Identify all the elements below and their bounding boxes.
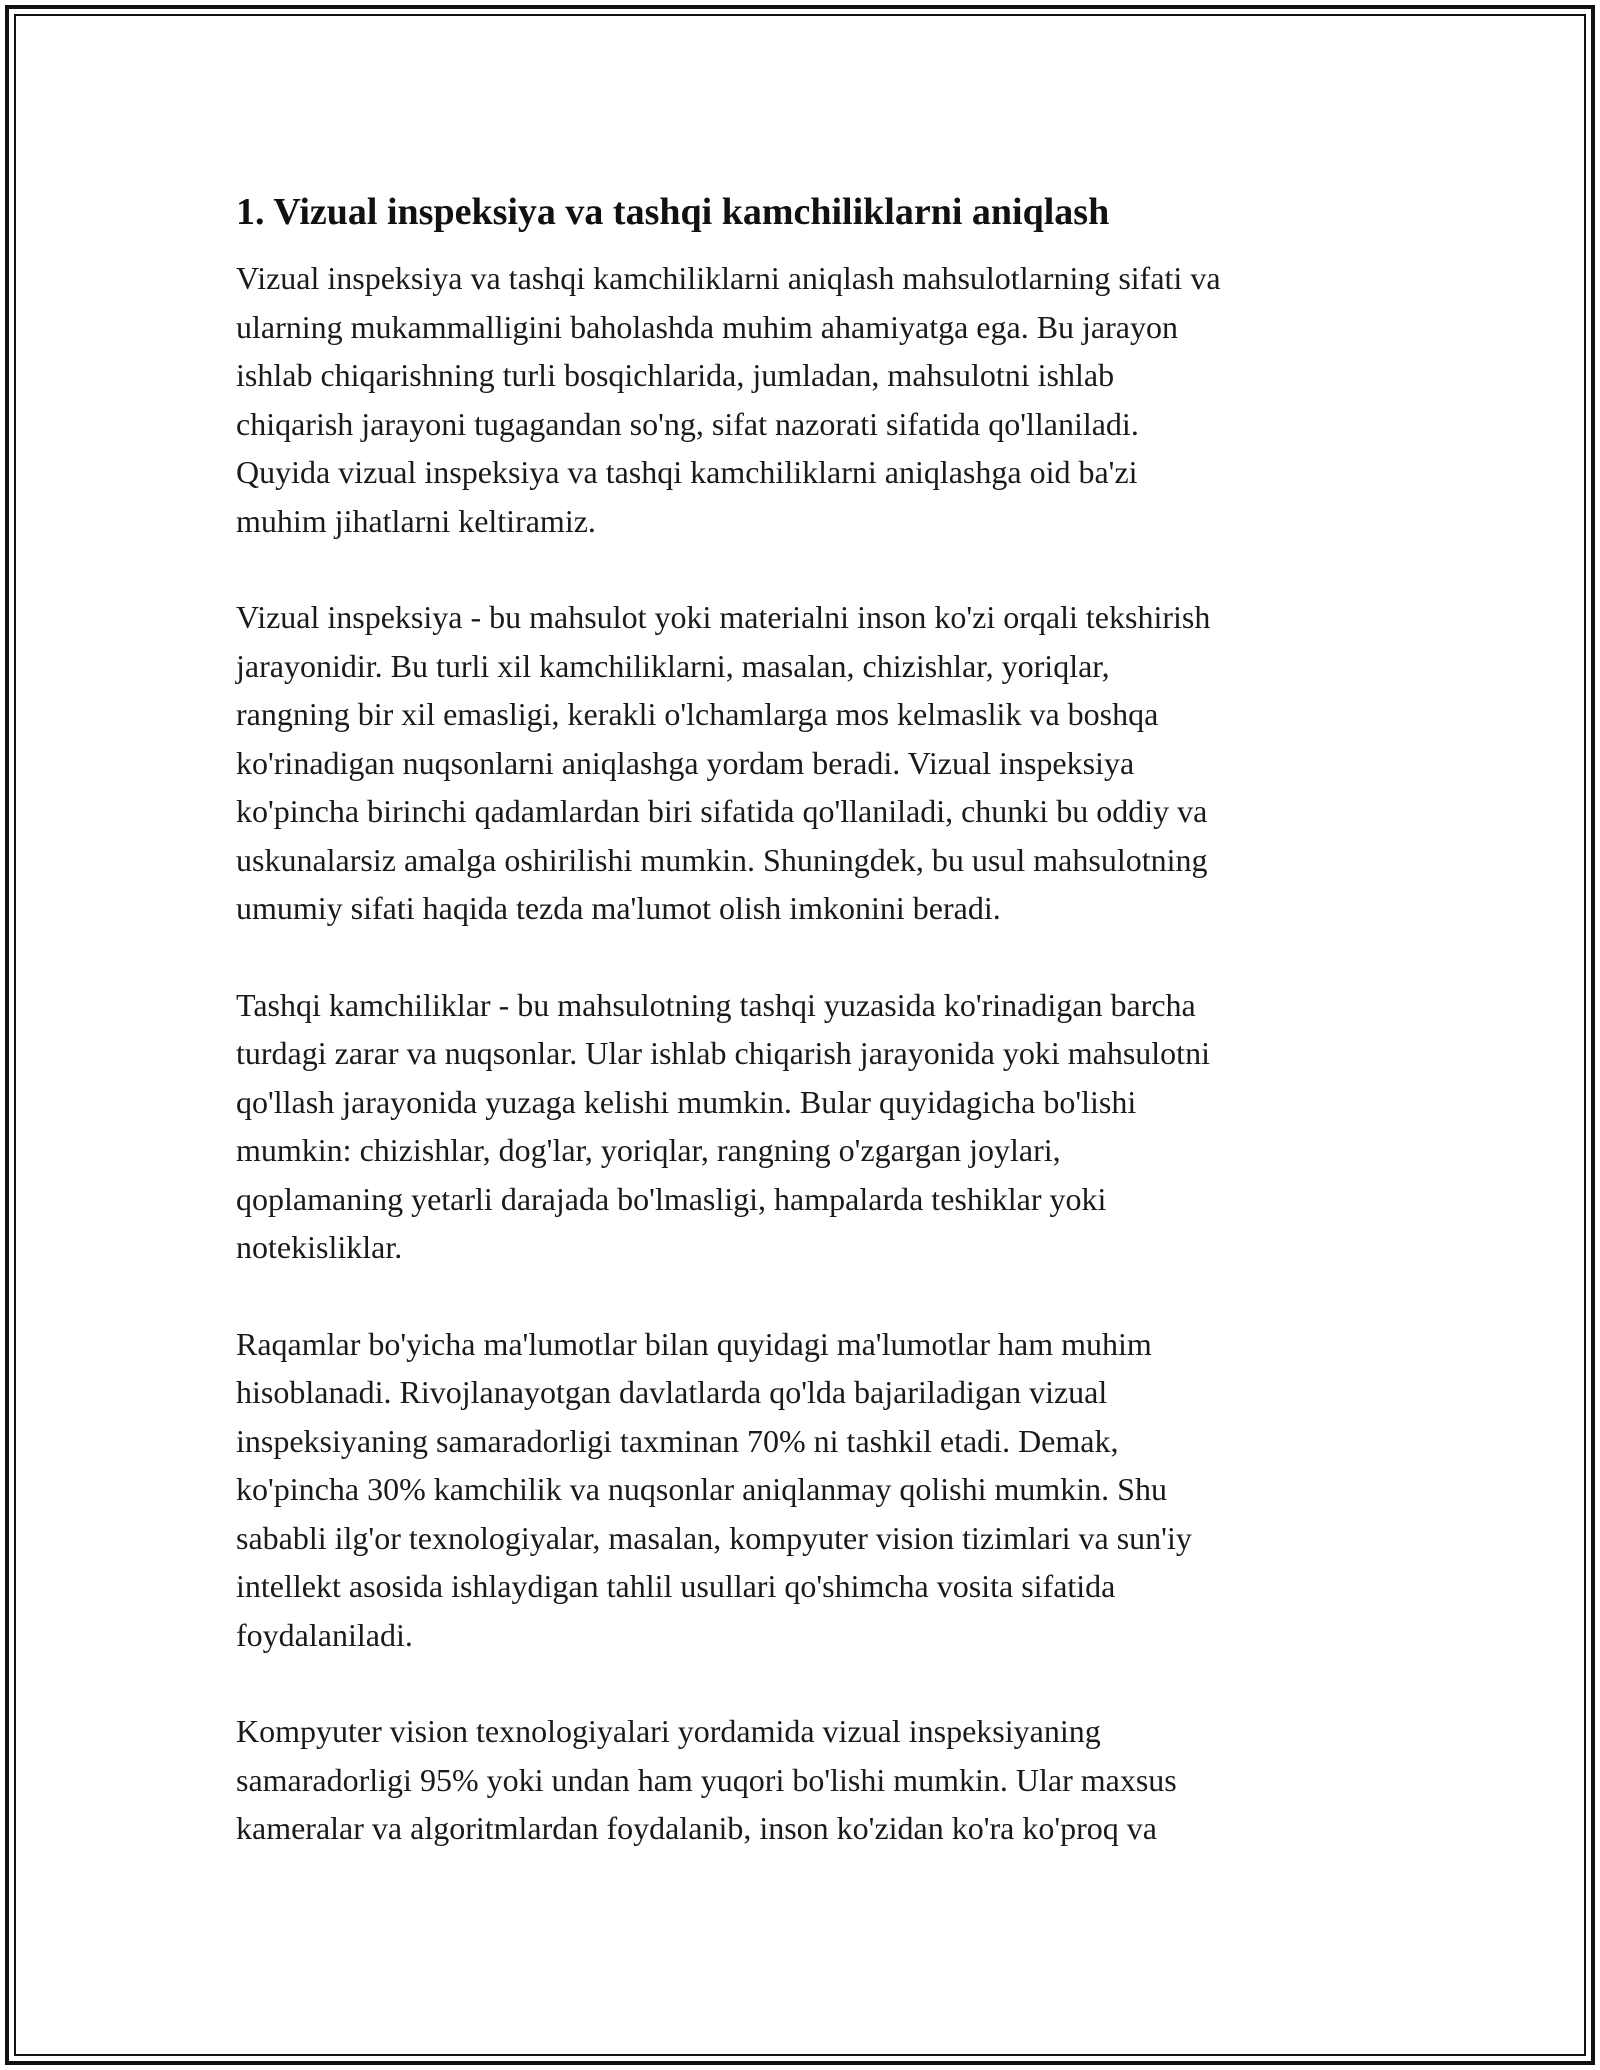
text-line: Raqamlar bo'yicha ma'lumotlar bilan quyidagi ma'lumotlar ham muhim: [236, 1325, 1152, 1362]
text-line: Quyida vizual inspeksiya va tashqi kamchiliklarni aniqlashga oid ba'zi: [236, 454, 1138, 490]
section-title: 1. Vizual inspeksiya va tashqi kamchiliklarni aniqlash: [236, 191, 1110, 233]
paragraph-statistics: [236, 1320, 1376, 1660]
text-line: muhim jihatlarni keltiramiz.: [236, 502, 596, 539]
paragraph-external-defects: [236, 981, 1376, 1272]
text-line: Vizual inspeksiya va tashqi kamchiliklarni aniqlash mahsulotlarning sifati va: [236, 260, 1221, 296]
text-line: samaradorligi 95% yoki undan ham yuqori bo'lishi mumkin. Ular maxsus: [236, 1761, 1177, 1798]
text-line: notekisliklar.: [236, 1229, 403, 1265]
text-line: Vizual inspeksiya - bu mahsulot yoki materialni inson ko'zi orqali tekshirish: [236, 599, 1211, 635]
text-line: kameralar va algoritmlardan foydalanib, inson ko'zidan ko'ra ko'proq va: [236, 1810, 1157, 1846]
text-line: turdagi zarar va nuqsonlar. Ular ishlab chiqarish jarayonida yoki mahsulotni: [236, 1035, 1210, 1071]
text-line: mumkin: chizishlar, dog'lar, yoriqlar, rangning o'zgargan joylari,: [236, 1132, 1061, 1168]
text-line: ko'pincha birinchi qadamlardan biri sifatida qo'llaniladi, chunki bu oddiy va: [236, 793, 1208, 829]
paragraph-visual-inspection: [236, 593, 1376, 933]
text-line: intellekt asosida ishlaydigan tahlil usullari qo'shimcha vosita sifatida: [236, 1568, 1116, 1604]
text-line: foydalaniladi.: [236, 1616, 413, 1653]
text-line: hisoblanadi. Rivojlanayotgan davlatlarda qo'lda bajariladigan vizual: [236, 1374, 1108, 1410]
text-line: ko'rinadigan nuqsonlarni aniqlashga yordam beradi. Vizual inspeksiya: [236, 744, 1135, 781]
text-line: ishlab chiqarishning turli bosqichlarida, jumladan, mahsulotni ishlab: [236, 357, 1115, 393]
text-line: qo'llash jarayonida yuzaga kelishi mumkin. Bular quyidagicha bo'lishi: [236, 1083, 1137, 1120]
text-line: jarayonidir. Bu turli xil kamchiliklarni, masalan, chizishlar, yoriqlar,: [236, 647, 1110, 684]
paragraph-computer-vision: [236, 1707, 1376, 1853]
text-line: ko'pincha 30% kamchilik va nuqsonlar aniqlanmay qolishi mumkin. Shu: [236, 1471, 1167, 1507]
text-line: umumiy sifati haqida tezda ma'lumot olish imkonini beradi.: [236, 890, 1001, 926]
text-line: Kompyuter vision texnologiyalari yordamida vizual inspeksiyaning: [236, 1713, 1101, 1749]
text-line: chiqarish jarayoni tugagandan so'ng, sifat nazorati sifatida qo'llaniladi.: [236, 405, 1139, 442]
text-line: rangning bir xil emasligi, kerakli o'lchamlarga mos kelmaslik va boshqa: [236, 696, 1159, 732]
text-line: sababli ilg'or texnologiyalar, masalan, kompyuter vision tizimlari va sun'iy: [236, 1519, 1192, 1556]
text-line: ularning mukammalligini baholashda muhim ahamiyatga ega. Bu jarayon: [236, 308, 1178, 345]
text-line: inspeksiyaning samaradorligi taxminan 70% ni tashkil etadi. Demak,: [236, 1422, 1119, 1459]
paragraph-intro: [236, 254, 1376, 545]
text-line: uskunalarsiz amalga oshirilishi mumkin. Shuningdek, bu usul mahsulotning: [236, 841, 1208, 878]
document-body: [236, 186, 1376, 1901]
text-line: Tashqi kamchiliklar - bu mahsulotning tashqi yuzasida ko'rinadigan barcha: [236, 986, 1196, 1023]
text-line: qoplamaning yetarli darajada bo'lmasligi, hampalarda teshiklar yoki: [236, 1180, 1107, 1217]
